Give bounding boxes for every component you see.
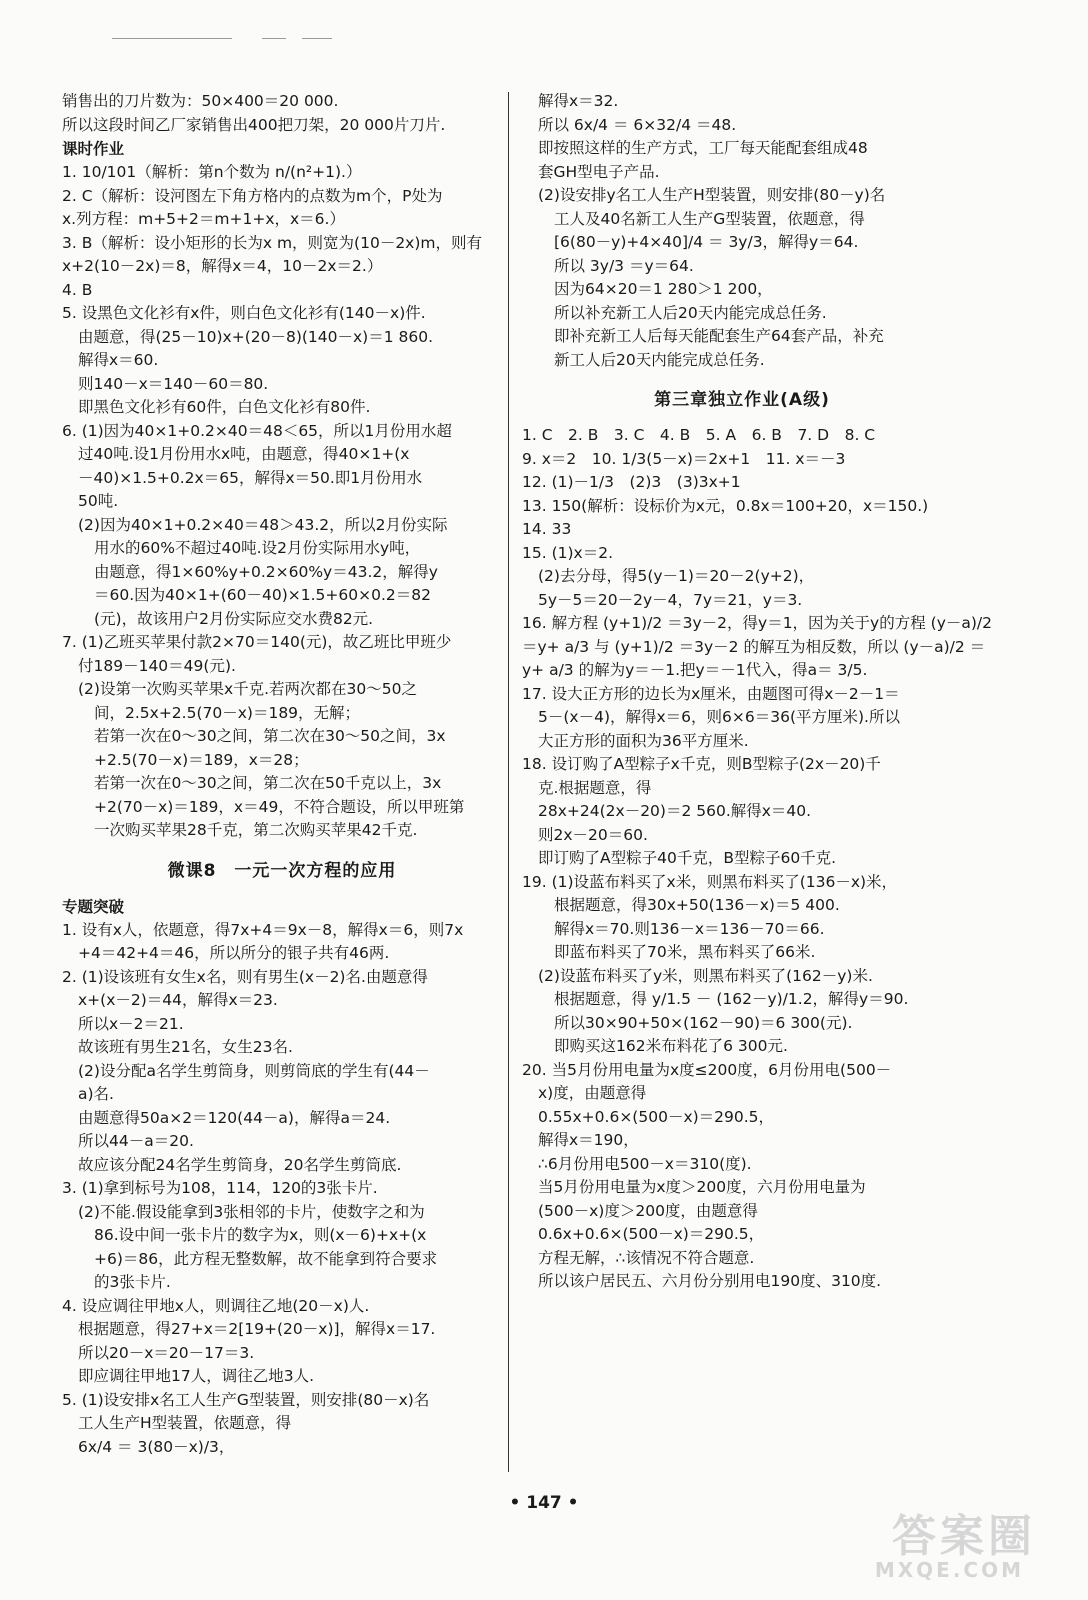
- text-line: 故应该分配24名学生剪筒身，20名学生剪筒底.: [78, 1155, 402, 1174]
- text-line: 12. (1)－1/3 (2)3 (3)3x+1: [522, 473, 741, 491]
- text-line: y+ a/3 的解为y＝－1.把y＝－1代入，得a＝ 3/5.: [522, 661, 868, 679]
- text-line: x+(x－2)＝44，解得x＝23.: [78, 991, 278, 1009]
- text-line: 新工人后20天内能完成总任务.: [554, 350, 765, 369]
- text-line: 6. (1)因为40×1+0.2×40＝48＜65，所以1月份用水超: [62, 421, 452, 440]
- text-line: 由题意，得(25－10)x+(20－8)(140－x)＝1 860.: [78, 327, 434, 346]
- text-line: 根据题意，得 y/1.5 － (162－y)/1.2，解得y＝90.: [554, 990, 909, 1008]
- text-line: (2)设分配a名学生剪筒身，则剪筒底的学生有(44－: [78, 1061, 430, 1080]
- text-line: 15. (1)x＝2.: [522, 543, 613, 562]
- text-line: 根据题意，得27+x＝2[19+(20－x)]，解得x＝17.: [78, 1320, 436, 1338]
- text-line: 即蓝布料买了70米，黑布料买了66米.: [554, 943, 816, 961]
- text-line: 克.根据题意，得: [538, 778, 652, 797]
- text-line: 所以 3y/3 ＝y＝64.: [554, 256, 694, 275]
- text-line: 大正方形的面积为36平方厘米.: [538, 731, 749, 750]
- text-line: (2)去分母，得5(y－1)＝20－2(y+2)，: [538, 567, 815, 585]
- text-line: (2)设第一次购买苹果x千克.若两次都在30～50之: [78, 680, 418, 698]
- text-line: 由题意，得1×60%y+0.2×60%y＝43.2，解得y: [94, 562, 438, 581]
- text-line: 即应调往甲地17人，调往乙地3人.: [78, 1367, 315, 1385]
- text-line: x.列方程：m+5+2＝m+1+x，x＝6.）: [62, 210, 345, 228]
- text-line: 19. (1)设蓝布料买了x米，则黑布料买了(136－x)米，: [522, 872, 898, 891]
- text-line: 5. (1)设安排x名工人生产G型装置，则安排(80－x)名: [62, 1390, 430, 1409]
- text-line: a)名.: [78, 1085, 114, 1103]
- text-line: (2)设安排y名工人生产H型装置，则安排(80－y)名: [538, 186, 886, 204]
- text-line: (元)，故该用户2月份实际应交水费82元.: [94, 609, 374, 628]
- watermark-logo: 答案圈: [892, 1511, 1036, 1562]
- text-line: 0.6x+0.6×(500－x)＝290.5，: [538, 1225, 765, 1243]
- text-line: 则2x－20＝60.: [538, 825, 648, 844]
- text-line: 间，2.5x+2.5(70－x)＝189，无解；: [94, 703, 361, 722]
- text-line: 1. 设有x人，依题意，得7x+4＝9x－8，解得x＝6，则7x: [62, 920, 464, 939]
- text-line: +2(70－x)＝189，x＝49，不符合题设，所以甲班第: [94, 797, 465, 816]
- text-line: 即补充新工人后每天能配套生产64套产品，补充: [554, 327, 884, 345]
- header-rule-2: [262, 38, 286, 39]
- text-line: 即黑色文化衫有60件，白色文化衫有80件.: [78, 398, 371, 416]
- text-line: －40)×1.5+0.2x＝65，解得x＝50.即1月份用水: [78, 468, 423, 487]
- text-line: 用水的60%不超过40吨.设2月份实际用水y吨，: [94, 539, 421, 557]
- text-line: 16. 解方程 (y+1)/2 ＝3y－2，得y＝1，因为关于y的方程 (y－a)/2: [522, 614, 993, 632]
- text-line: 3. B（解析：设小矩形的长为x m，则宽为(10－2x)m，则有: [62, 233, 482, 252]
- text-line: 20. 当5月份用电量为x度≤200度，6月份用电(500－: [522, 1060, 892, 1079]
- text-line: 1. 10/101（解析：第n个数为 n/(n²+1).）: [62, 163, 362, 181]
- text-line: 一次购买苹果28千克，第二次购买苹果42千克.: [94, 821, 418, 839]
- text-line: 5－(x－4)，解得x＝6，则6×6＝36(平方厘米).所以: [538, 708, 900, 726]
- text-line: 即按照这样的生产方式，工厂每天能配套组成48: [538, 139, 868, 157]
- column-divider: [508, 92, 509, 1472]
- header-rule-3: [302, 38, 332, 39]
- section-heading: 专题突破: [62, 897, 125, 916]
- header-rule-1: [112, 38, 232, 39]
- watermark-url: MXQE.COM: [874, 1558, 1024, 1582]
- text-line: 则140－x＝140－60＝80.: [78, 374, 269, 393]
- text-line: 2. (1)设该班有女生x名，则有男生(x－2)名.由题意得: [62, 967, 428, 986]
- text-line: 18. 设订购了A型粽子x千克，则B型粽子(2x－20)千: [522, 755, 881, 773]
- text-line: 工人及40名新工人生产G型装置，依题意，得: [554, 209, 865, 228]
- text-line: 解得x＝32.: [538, 92, 619, 110]
- chapter-title: 第三章独立作业(A级): [654, 390, 830, 410]
- text-line: 17. 设大正方形的边长为x厘米，由题图可得x－2－1＝: [522, 684, 900, 703]
- text-line: 若第一次在0～30之间，第二次在50千克以上，3x: [94, 774, 442, 792]
- text-line: +2.5(70－x)＝189，x＝28；: [94, 750, 309, 769]
- text-line: 根据题意，得30x+50(136－x)＝5 400.: [554, 896, 840, 914]
- text-line: x+2(10－2x)＝8，解得x＝4，10－2x＝2.）: [62, 257, 383, 275]
- text-line: 方程无解，∴该情况不符合题意.: [538, 1248, 755, 1267]
- text-line: 所以44－a＝20.: [78, 1132, 194, 1150]
- text-line: 7. (1)乙班买苹果付款2×70＝140(元)，故乙班比甲班少: [62, 633, 452, 651]
- text-line: 若第一次在0～30之间，第二次在30～50之间，3x: [94, 727, 446, 745]
- text-line: +6)＝86，此方程无整数解，故不能拿到符合要求: [94, 1249, 438, 1268]
- text-line: 3. (1)拿到标号为108，114，120的3张卡片.: [62, 1179, 378, 1197]
- text-line: 所以30×90+50×(162－90)＝6 300(元).: [554, 1013, 853, 1032]
- text-line: ＝60.因为40×1+(60－40)×1.5+60×0.2＝82: [94, 586, 431, 604]
- text-line: x)度，由题意得: [538, 1084, 647, 1102]
- text-line: 所以 6x/4 ＝ 6×32/4 ＝48.: [538, 115, 737, 134]
- text-line: 所以20－x＝20－17＝3.: [78, 1343, 255, 1362]
- text-line: 4. 设应调往甲地x人，则调往乙地(20－x)人.: [62, 1296, 370, 1315]
- text-line: 14. 33: [522, 520, 572, 538]
- text-line: 工人生产H型装置，依题意，得: [78, 1414, 292, 1432]
- text-line: 5y－5＝20－2y－4，7y＝21，y＝3.: [538, 590, 803, 609]
- text-line: 即购买这162米布料花了6 300元.: [554, 1037, 788, 1055]
- text-line: 所以该户居民五、六月份分别用电190度、310度.: [538, 1272, 882, 1290]
- text-line: 故该班有男生21名，女生23名.: [78, 1038, 293, 1056]
- text-line: (2)设蓝布料买了y米，则黑布料买了(162－y)米.: [538, 966, 873, 985]
- text-line: 所以补充新工人后20天内能完成总任务.: [554, 303, 827, 322]
- text-line: 9. x＝2 10. 1/3(5－x)＝2x+1 11. x＝－3: [522, 449, 846, 468]
- text-line: 13. 150(解析：设标价为x元，0.8x＝100+20，x＝150.): [522, 496, 929, 515]
- page-number: • 147 •: [509, 1493, 579, 1513]
- text-line: 套GH型电子产品.: [538, 162, 660, 181]
- text-line: 6x/4 ＝ 3(80－x)/3，: [78, 1437, 235, 1456]
- section-heading: 课时作业: [62, 140, 125, 158]
- text-line: (2)不能.假设能拿到3张相邻的卡片，使数字之和为: [78, 1202, 425, 1221]
- text-line: [6(80－y)+4×40]/4 ＝ 3y/3，解得y＝64.: [554, 233, 859, 251]
- text-line: 当5月份用电量为x度＞200度，六月份用电量为: [538, 1178, 866, 1196]
- text-line: (500－x)度＞200度，由题意得: [538, 1201, 758, 1220]
- text-line: 4. B: [62, 280, 93, 299]
- text-line: 因为64×20＝1 280＞1 200，: [554, 280, 773, 298]
- text-line: ＝y+ a/3 与 (y+1)/2 ＝3y－2 的解互为相反数，所以 (y－a)/2 ＝: [522, 637, 986, 656]
- text-line: 的3张卡片.: [94, 1273, 171, 1291]
- text-line: 2. C（解析：设河图左下角方格内的点数为m个，P处为: [62, 186, 443, 205]
- text-line: 5. 设黑色文化衫有x件，则白色文化衫有(140－x)件.: [62, 304, 426, 322]
- text-line: 由题意得50a×2＝120(44－a)，解得a＝24.: [78, 1108, 391, 1127]
- text-line: 0.55x+0.6×(500－x)＝290.5，: [538, 1107, 775, 1126]
- text-line: +4＝42+4＝46，所以所分的银子共有46两.: [78, 944, 390, 962]
- text-line: 86.设中间一张卡片的数字为x，则(x－6)+x+(x: [94, 1226, 427, 1244]
- text-line: 28x+24(2x－20)＝2 560.解得x＝40.: [538, 802, 812, 820]
- left-column: [62, 90, 502, 1459]
- text-line: 解得x＝190，: [538, 1131, 639, 1149]
- text-line: (2)因为40×1+0.2×40＝48＞43.2，所以2月份实际: [78, 515, 448, 534]
- text-line: 即订购了A型粽子40千克，B型粽子60千克.: [538, 849, 837, 867]
- right-column: [522, 90, 993, 1294]
- text-line: 1. C 2. B 3. C 4. B 5. A 6. B 7. D 8. C: [522, 426, 876, 444]
- text-line: ∴6月份用电500－x＝310(度).: [538, 1154, 752, 1173]
- text-line: 50吨.: [78, 492, 119, 510]
- chapter-title: 微课8 一元一次方程的应用: [167, 860, 397, 881]
- text-line: 解得x＝70.则136－x＝136－70＝66.: [554, 919, 825, 938]
- text-line: 解得x＝60.: [78, 351, 159, 369]
- text-line: 所以x－2＝21.: [78, 1014, 184, 1033]
- text-line: 所以这段时间乙厂家销售出400把刀架，20 000片刀片.: [62, 115, 446, 134]
- text-line: 付189－140＝49(元).: [78, 656, 236, 675]
- text-line: 销售出的刀片数为：50×400＝20 000.: [62, 92, 339, 110]
- text-line: 过40吨.设1月份用水x吨，由题意，得40×1+(x: [78, 445, 410, 463]
